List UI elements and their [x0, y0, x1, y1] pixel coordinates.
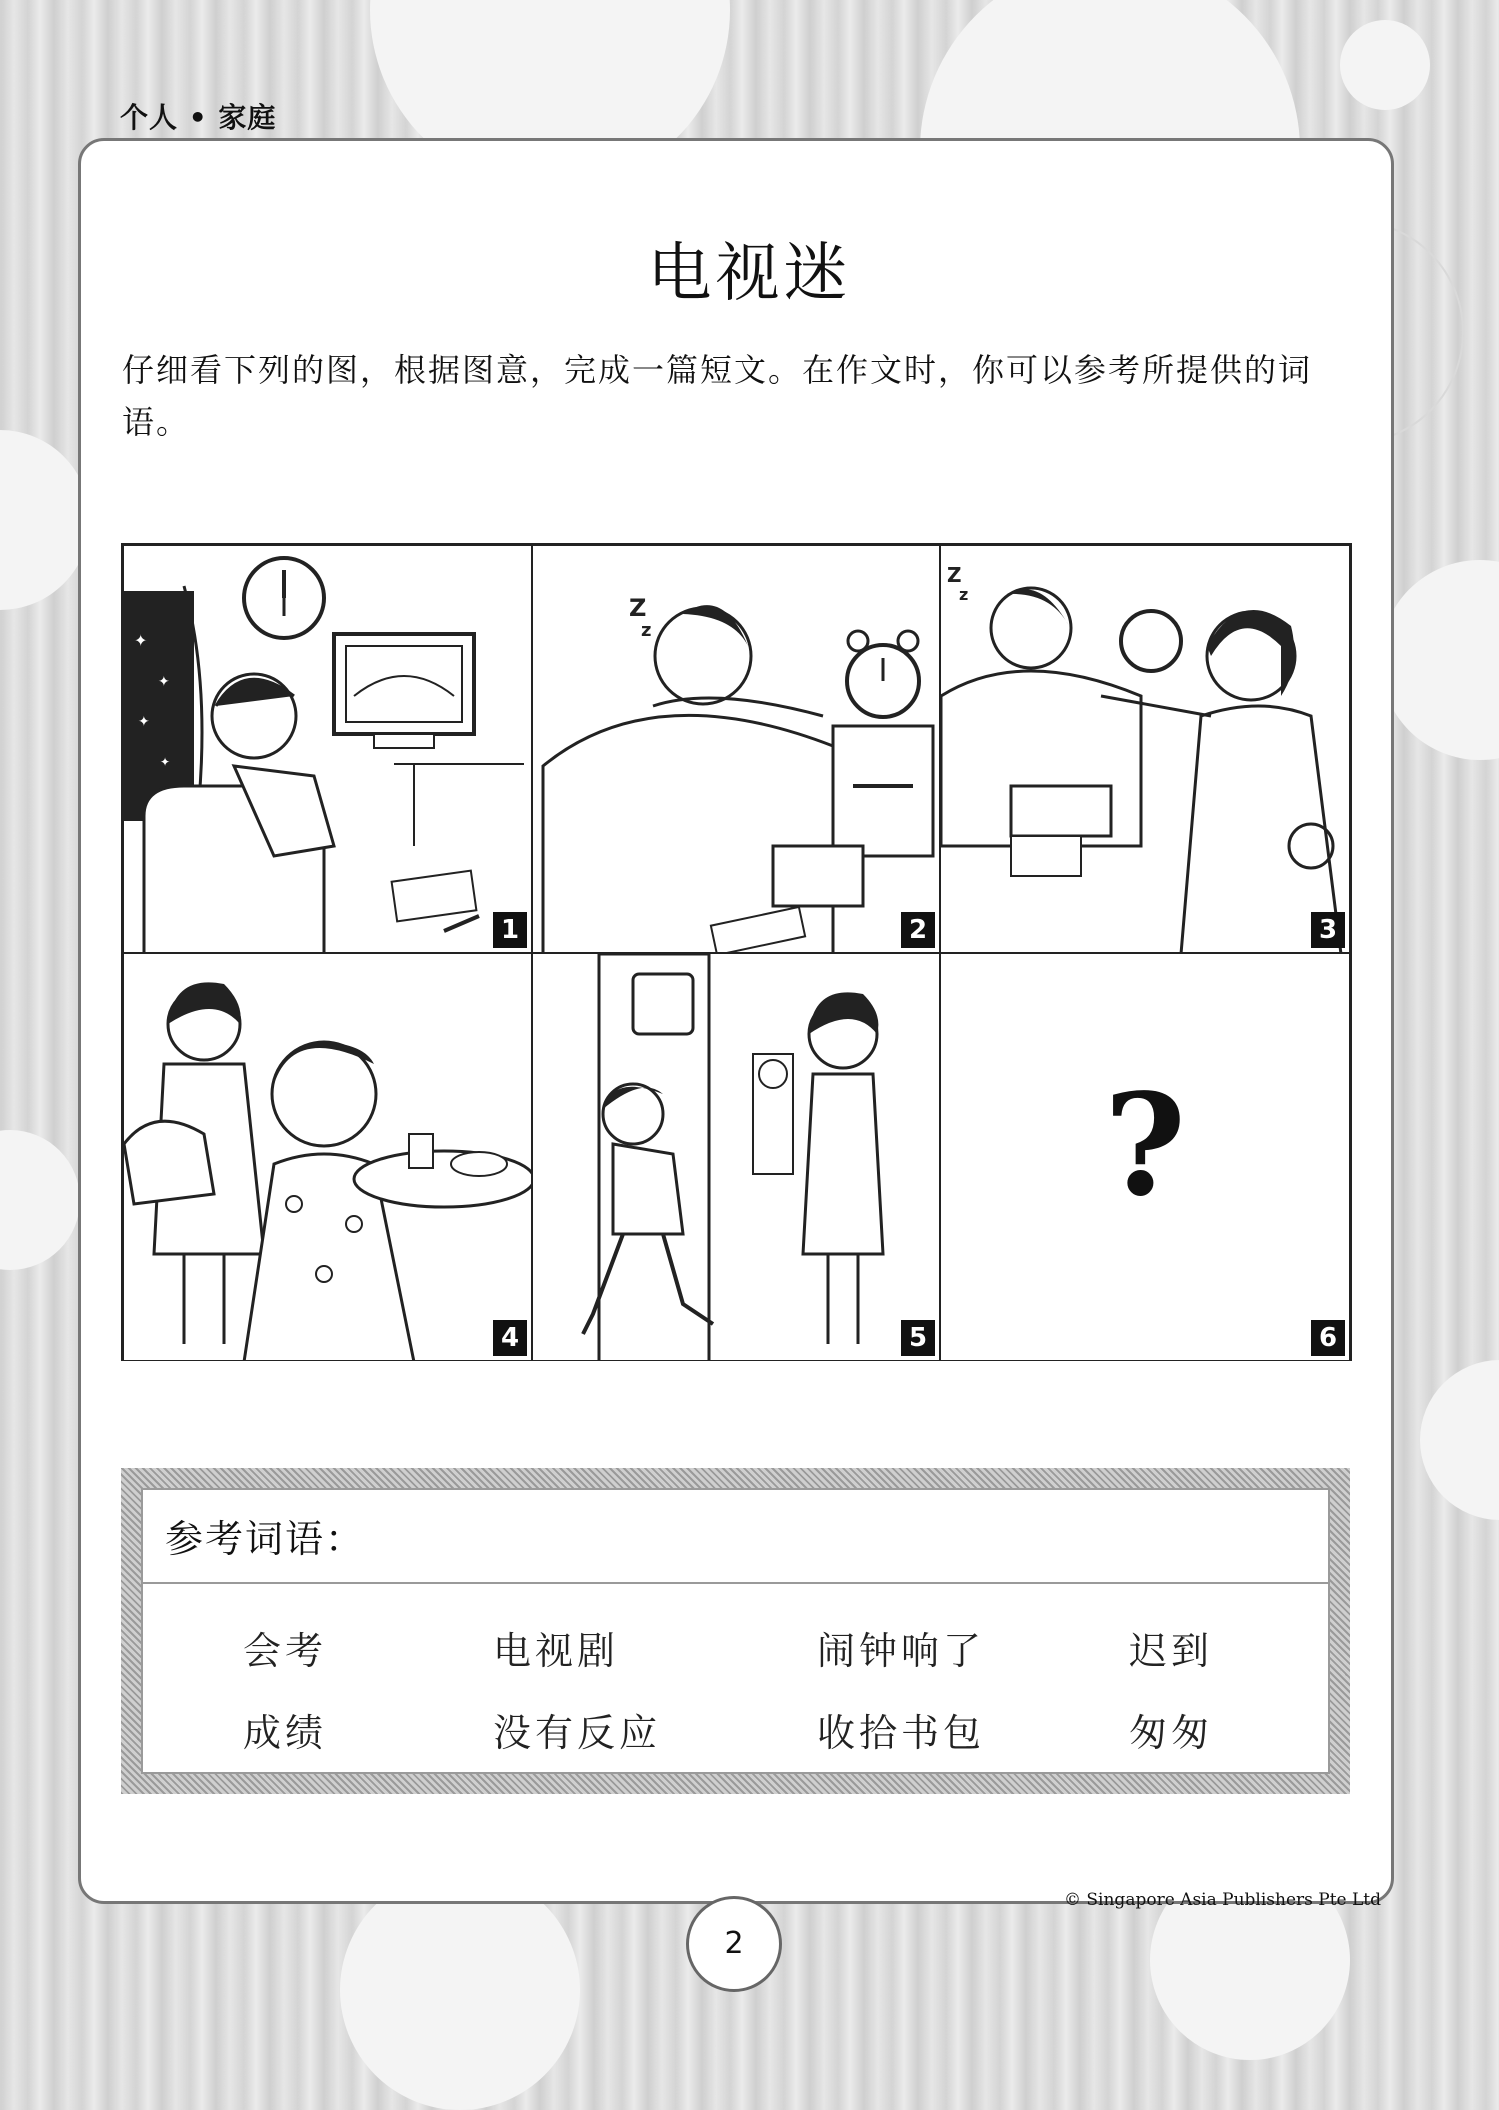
reference-words-panel [141, 1488, 1330, 1774]
boy-watching-tv-at-night-icon [124, 546, 532, 953]
copyright-notice: © Singapore Asia Publishers Pte Ltd [1064, 1890, 1382, 1910]
svg-text:Z: Z [947, 563, 962, 587]
reference-words-box [121, 1468, 1350, 1794]
reference-word: 电视剧 [493, 1629, 620, 1673]
panel-number: 2 [901, 912, 935, 948]
reference-words-heading: 参考词语： [165, 1517, 366, 1561]
instructions: 仔细看下列的图，根据图意，完成一篇短文。在作文时，你可以参考所提供的词语。 [122, 351, 1313, 441]
panel-2 [532, 545, 940, 953]
reference-word: 收拾书包 [817, 1711, 986, 1755]
svg-text:✦: ✦ [160, 755, 171, 769]
panel-6 [940, 953, 1350, 1361]
panel-number: 5 [901, 1320, 935, 1356]
panel-3 [940, 545, 1350, 953]
bg-bubble [1420, 1360, 1499, 1520]
reference-word: 会考 [243, 1629, 328, 1673]
bg-bubble [0, 1130, 80, 1270]
svg-text:z: z [641, 620, 652, 641]
mother-waking-boy-icon [941, 546, 1350, 953]
reference-word: 没有反应 [493, 1711, 662, 1755]
panel-5 [532, 953, 940, 1361]
question-mark-icon: ? [1103, 1064, 1187, 1228]
panel-1 [123, 545, 532, 953]
svg-text:✦: ✦ [158, 674, 170, 690]
bg-bubble [1340, 20, 1430, 110]
svg-text:✦: ✦ [134, 631, 148, 650]
panel-number: 3 [1311, 912, 1345, 948]
divider [143, 1582, 1328, 1584]
page-title: 电视迷 [647, 237, 852, 311]
reference-word: 迟到 [1129, 1629, 1214, 1673]
panel-4 [123, 953, 532, 1361]
picture-grid [121, 543, 1352, 1361]
mother-packing-bag-boy-eating-icon [124, 954, 532, 1361]
bg-bubble [340, 1870, 580, 2110]
reference-word: 成绩 [243, 1711, 328, 1755]
boy-rushing-out-door-icon [533, 954, 940, 1361]
section-label: 个人 • 家庭 [120, 101, 277, 134]
panel-number: 6 [1311, 1320, 1345, 1356]
svg-text:Z: Z [629, 594, 647, 622]
boy-sleeping-alarm-ringing-icon [533, 546, 940, 953]
reference-word: 匆匆 [1129, 1711, 1214, 1755]
page-number: 2 [686, 1896, 782, 1992]
reference-word: 闹钟响了 [817, 1629, 986, 1673]
panel-number: 1 [493, 912, 527, 948]
bg-bubble [1380, 560, 1499, 760]
svg-text:✦: ✦ [138, 714, 150, 730]
panel-number: 4 [493, 1320, 527, 1356]
svg-text:z: z [959, 585, 969, 604]
bg-bubble [0, 430, 90, 610]
